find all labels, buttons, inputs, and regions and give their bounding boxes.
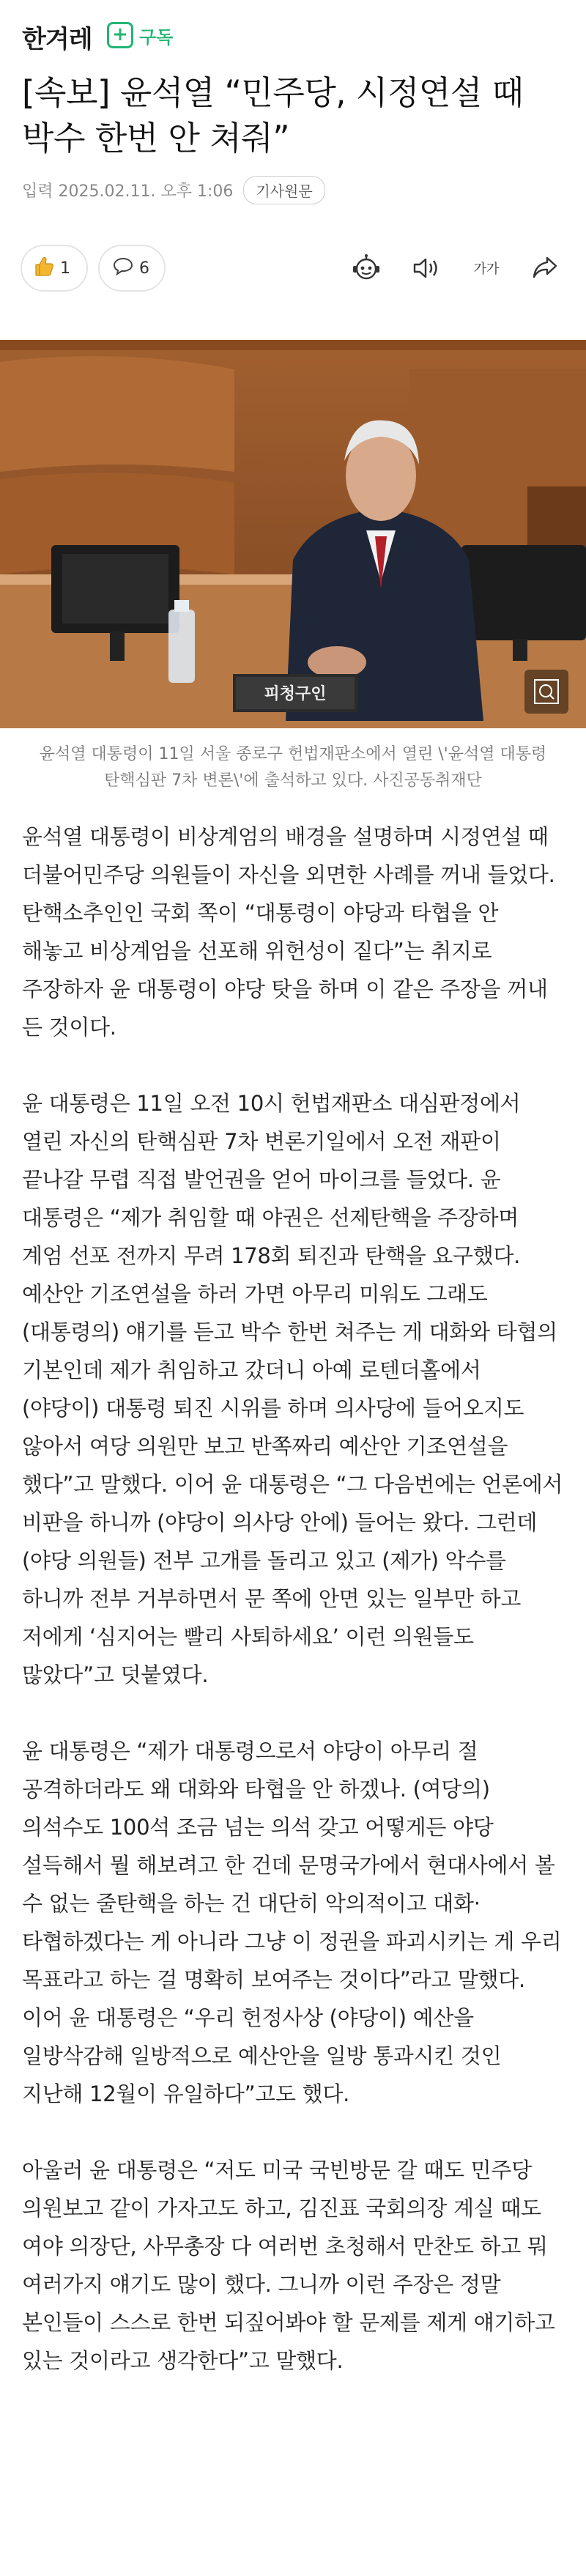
article-body bbox=[22, 818, 564, 2418]
top-bar bbox=[0, 0, 586, 70]
speaker-icon[interactable] bbox=[410, 252, 442, 284]
font-size-label: 가가 bbox=[473, 262, 500, 277]
article-paragraph: 윤 대통령은 11일 오전 10시 헌법재판소 대심판정에서 열린 자신의 탄핵심판 7차 변론기일에서 오전 재판이 끝나갈 무렵 직접 발언권을 얻어 마이크를 들었다. 윤 대통령은 “제가 취임할 때 야권은 선제탄핵을 주장하며 계엄 선포 전까지 무려 178회 퇴진과 탄핵을 요구했다. 예산안 기조연설을 하러 가면 아무리 미워도 그래도 (대통령의) 얘기를 듣고 박수 한번 쳐주는 게 대화와 타협의 기본인데 제가 취임하고 갔더니 아예 로텐더홀에서 (야당이) 대통령 퇴진 시위를 하며 의사당에 들어오지도 않아서 여당 의원만 보고 반쪽짜리 예산안 기조연설을 했다”고 말했다. 이어 윤 대통령은 “그 다음번에는 언론에서 비판을 하니까 (야당이 의사당 안에) 들어는 왔다. 그런데 (야당 의원들) 전부 고개를 돌리고 있고 (제가) 악수를 하니까 전부 거부하면서 문 쪽에 안면 있는 일부만 하고 저에게 ‘심지어는 빨리 사퇴하세요’ 이런 의원들도 많았다”고 덧붙였다. bbox=[22, 1091, 563, 1687]
like-count: 1 bbox=[60, 259, 70, 278]
name-plate-text: 피청구인 bbox=[264, 685, 327, 703]
like-button[interactable] bbox=[21, 245, 88, 292]
plus-icon: + bbox=[107, 22, 133, 48]
original-article-button[interactable]: 기사원문 bbox=[243, 176, 324, 204]
article-photo bbox=[0, 340, 586, 728]
article-title: [속보] 윤석열 “민주당, 시정연설 때 박수 한번 안 쳐줘” bbox=[22, 73, 524, 158]
zoom-icon[interactable] bbox=[524, 670, 568, 714]
robot-summary-icon[interactable] bbox=[350, 252, 382, 284]
font-size-icon[interactable] bbox=[466, 252, 507, 284]
comment-count: 6 bbox=[139, 259, 149, 278]
action-bar bbox=[0, 233, 586, 303]
subscribe-label: 구독 bbox=[139, 26, 174, 48]
article-paragraph: 윤석열 대통령이 비상계엄의 배경을 설명하며 시정연설 때 더불어민주당 의원들이 자신을 외면한 사례를 꺼내 들었다. 탄핵소추인인 국회 쪽이 “대통령이 야당과 타협을 안 해놓고 비상계엄을 선포해 위헌성이 짙다”는 취지로 주장하자 윤 대통령이 야당 탓을 하며 이 같은 주장을 꺼내 든 것이다. bbox=[22, 824, 555, 1040]
article-meta bbox=[22, 176, 325, 204]
thumbs-up-icon bbox=[35, 256, 54, 281]
share-icon[interactable] bbox=[529, 252, 561, 284]
site-logo[interactable]: 한겨레 bbox=[22, 25, 92, 54]
subscribe-button[interactable] bbox=[107, 22, 173, 48]
comment-bubble-icon bbox=[113, 256, 133, 280]
article-paragraph: 아울러 윤 대통령은 “저도 미국 국빈방문 갈 때도 민주당 의원보고 같이 가자고도 하고, 김진표 국회의장 계실 때도 여야 의장단, 사무총장 다 여러번 초청해서 만찬도 하고 뭐 여러가지 얘기도 많이 했다. 그니까 이런 주장은 정말 본인들이 스스로 한번 되짚어봐야 할 문제를 제게 얘기하고 있는 것이라고 생각한다”고 말했다. bbox=[22, 2158, 555, 2373]
photo-caption: 윤석열 대통령이 11일 서울 종로구 헌법재판소에서 열린 \'윤석열 대통령 탄핵심판 7차 변론\'에 출석하고 있다. 사진공동취재단 bbox=[39, 745, 547, 790]
article-paragraph: 윤 대통령은 “제가 대통령으로서 야당이 아무리 절 공격하더라도 왜 대화와 타협을 안 하겠나. (여당의) 의석수도 100석 조금 넘는 의석 갖고 어떻게든 야당 설득해서 뭘 해보려고 한 건데 문명국가에서 현대사에서 볼 수 없는 줄탄핵을 하는 건 대단히 악의적이고 대화·타협하겠다는 게 아니라 그냥 이 정권을 파괴시키는 게 우리 목표라고 하는 걸 명확히 보여주는 것이다”라고 말했다. 이어 윤 대통령은 “우리 헌정사상 (야당이) 예산을 일방삭감해 일방적으로 예산안을 일방 통과시킨 것인 지난해 12월이 유일하다”고도 했다. bbox=[22, 1739, 562, 2106]
comment-button[interactable] bbox=[98, 245, 166, 292]
published-date: 입력 2025.02.11. 오후 1:06 bbox=[22, 182, 234, 201]
